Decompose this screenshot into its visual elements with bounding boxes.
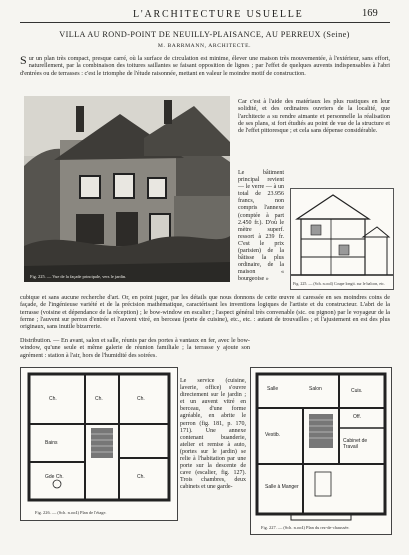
article-title: VILLA AU ROND-POINT DE NEUILLY-PLAISANCE, AU PERREUX (Seine): [59, 30, 350, 39]
upper-floor-plan: [20, 367, 178, 521]
running-title: L'ARCHITECTURE USUELLE: [133, 9, 304, 20]
cost-paragraph: Le bâtiment principal revient — le verre — à un total de 23.956 francs, non compris l'annexe (comptée à part 2.450 fr.). D'où le mètre superf. ressort à 239 fr. C'est le prix (parisien) de la bâtisse la plus ordinaire, de la maison « bourgeoise »: [238, 170, 284, 283]
intro-text: ur un plan très compact, presque carré, où la surface de circulation est minime, élever une maison très mouvementée, à l'extérieur, sans effort, naturellement, par la combinaison des toitures saillantes se faisant opposition de lignes ; par l'effet de quelques auvents indispensables à l'abri d'entrées ou de terrasses : c'est le triomphe de l'étude raisonnée, mettant en valeur le moindre motif de construction.: [20, 55, 390, 77]
plan1-room-label: Bains: [45, 440, 58, 446]
villa-photo: [24, 96, 230, 282]
plan1-caption: Fig. 226. — (Sch. n.oo4) Plan de l'étage.: [35, 510, 107, 515]
plan2-caption: Fig. 227. — (Sch. n.oo4) Plan du rez-de-chaussée.: [261, 525, 350, 530]
drop-cap: S: [20, 53, 27, 67]
right-column-text: Car c'est à l'aide des matériaux les plus rustiques en leur solidité, et des ordinaires ouvriers de la localité, que l'architecte a su rendre aimante et personnelle la réalisation de ses plans, si fort étudiés au point de vue de la structure et de l'effet pittoresque ; et cela sans dépense considérable.: [238, 98, 390, 135]
cross-section-drawing: [290, 188, 394, 290]
plan2-room-label: Salon: [309, 386, 322, 392]
section-caption: Fig. 225. — (Sch. n.oo4) Coupe longit. sur le balcon, etc.: [293, 281, 385, 286]
upper-floor-plan-drawing: [21, 368, 177, 508]
distribution-paragraph: Distribution. — En avant, salon et salle, réunis par des portes à vantaux en fer, avec le bow-window, qu'une seule et même galerie de réunion familiale ; la terrasse y ajoute son agrément : station à l'air, hors de l'humidité des soirées.: [20, 337, 250, 359]
plan2-room-label: Cuis.: [351, 388, 363, 394]
plan2-room-label: Salle: [267, 386, 279, 392]
plan2-room-label: Salle à Manger: [265, 484, 299, 490]
villa-photo-illustration: [24, 96, 230, 282]
plan2-room-label: Vestib.: [265, 432, 281, 438]
service-paragraph: Le service (cuisine, laverie, office) s'ouvre directement sur le jardin ; et un auvent vitré en berceau, d'une forme agréable, en abrite le perron (fig. 181, p. 170, 171). Une annexe contenant buanderie, atelier et remise à auto, (portes sur le jardin) se relie à l'habitation par une porte sur la descente de cave (escalier, fig. 127). Trois chambres, deux cabinets et une garde-: [180, 378, 246, 491]
architect-credit: M. BARRMANN, ARCHITECTE.: [157, 43, 252, 49]
photo-caption: Fig. 225. — Vue de la façade principale, vers le jardin.: [30, 274, 127, 279]
plan1-room-label: Ch.: [49, 396, 57, 402]
ground-floor-plan: [250, 367, 392, 535]
plan1-room-label: Ch.: [95, 396, 103, 402]
plan1-room-label: Ch.: [137, 474, 145, 480]
plan2-room-label: Cabinet de Travail: [343, 438, 368, 450]
page-number: 169: [362, 8, 378, 19]
header-rule: [20, 22, 390, 23]
plan1-room-label: Ch.: [137, 396, 145, 402]
intro-paragraph: [20, 55, 390, 77]
cross-section-illustration: [291, 189, 393, 281]
plan2-room-label: Off.: [353, 414, 361, 420]
plan1-room-label: Gde Ch.: [45, 474, 64, 480]
middle-paragraph: cubique et sans aucune recherche d'art. Or, en point juger, par les détails que nous donnons de cette œuvre si caressée en ses moindres coins de façade, de l'ingénieuse variété et de la précision mathématique, caractérisant les inventions logiques de l'artiste et du constructeur. L'abri de la terrasse (voisine et dépendance de la réception) ; le bow-window en escalier ; l'aspect général très convenable (sic. ou pignon) par le voyageur de la ferme ; l'auvent sur perron d'entrée et l'auvent vitré, en berceau (porte de cuisine), etc., etc. : autant de trouvailles ; et l'ajustement en est des plus originaux, sans inutile bizarrerie.: [20, 294, 390, 331]
